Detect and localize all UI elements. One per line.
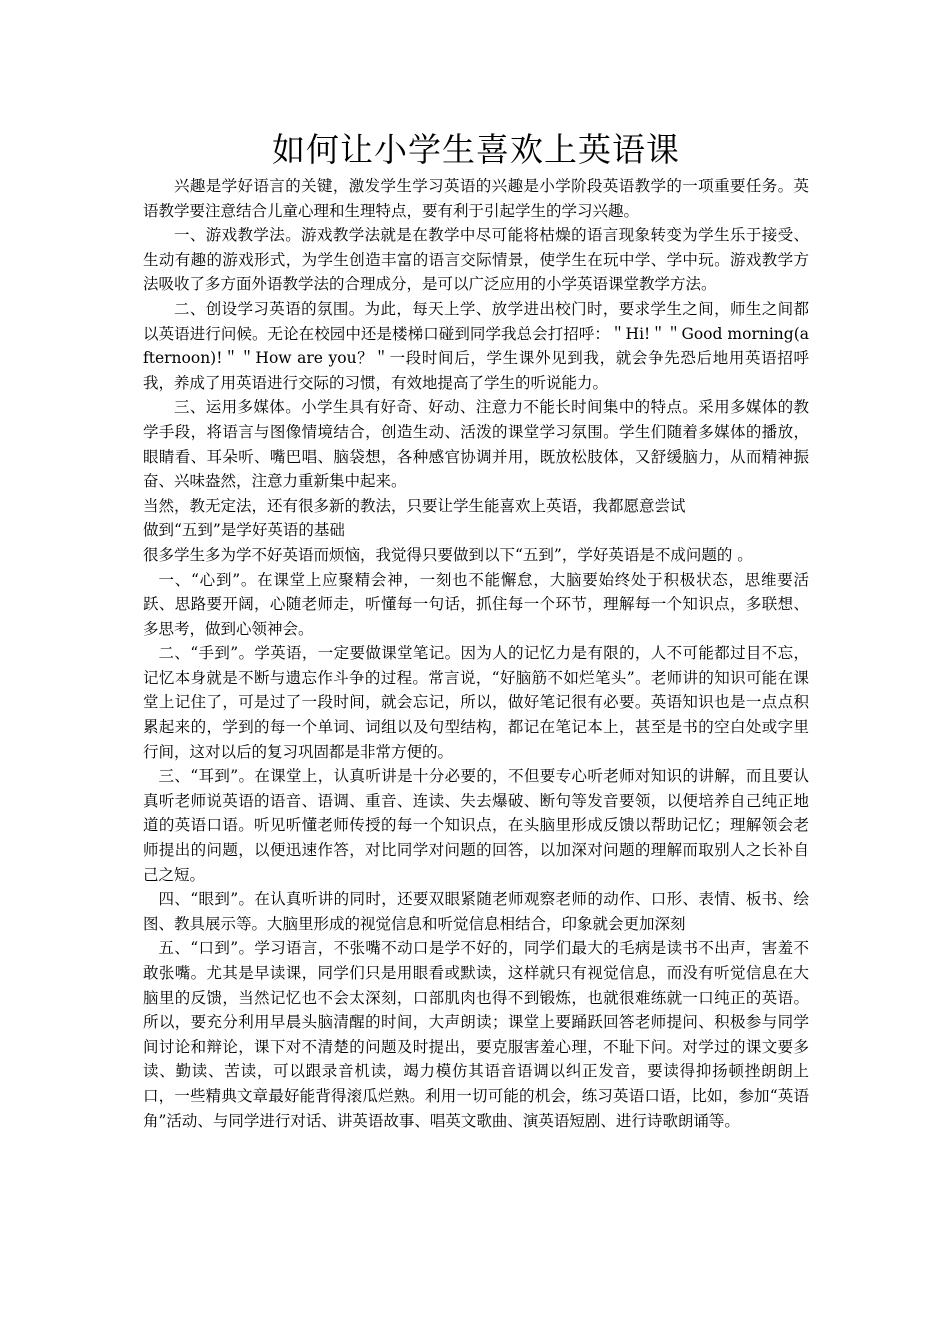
paragraph-eye: 四、“眼到”。在认真听讲的同时，还要双眼紧随老师观察老师的动作、口形、表情、板书、绘图、教具展示等。大脑里形成的视觉信息和听觉信息相结合，印象就会更加深刻 [143,890,809,933]
paragraph-ear: 三、“耳到”。在课堂上，认真听讲是十分必要的，不但要专心听老师对知识的讲解，而且要认真听老师说英语的语音、语调、重音、连读、失去爆破、断句等发音要领，以便培养自己纯正地道的英语口语。听见听懂老师传授的每一个知识点，在头脑里形成反馈以帮助记忆；理解领会老师提出的问题，以便迅速作答，对比同学对问题的回答，以加深对问题的理解而取别人之长补自己之短。 [143,767,809,884]
paragraph-mouth: 五、“口到”。学习语言，不张嘴不动口是学不好的，同学们最大的毛病是读书不出声，害羞不敢张嘴。尤其是早读课，同学们只是用眼看或默读，这样就只有视觉信息，而没有听觉信息在大脑里的反馈，当然记忆也不会太深刻，口部肌肉也得不到锻炼，也就很难练就一口纯正的英语。所以，要充分利用早晨头脑清醒的时间，大声朗读；课堂上要踊跃回答老师提问、积极参与同学间讨论和辩论，课下对不清楚的问题及时提出，要克服害羞心理，不耻下问。对学过的课文要多读、勤读、苦读，可以跟录音机读，竭力模仿其语音语调以纠正发音，要读得抑扬顿挫朗朗上口，一些精典文章最好能背得滚瓜烂熟。利用一切可能的机会，练习英语口语，比如，参加“英语角”活动、与同学进行对话、讲英语故事、唱英文歌曲、演英语短剧、进行诗歌朗诵等。 [143,939,809,1130]
paragraph-intro: 兴趣是学好语言的关键，激发学生学习英语的兴趣是小学阶段英语教学的一项重要任务。英语教学要注意结合儿童心理和生理特点，要有利于引起学生的学习兴趣。 [143,177,809,220]
paragraph-game-teaching: 一、游戏教学法。游戏教学法就是在教学中尽可能将枯燥的语言现象转变为学生乐于接受、生动有趣的游戏形式，为学生创造丰富的语言交际情景，使学生在玩中学、学中玩。游戏教学方法吸收了多方面外语教学法的合理成分，是可以广泛应用的小学英语课堂教学方法。 [143,226,809,294]
paragraph-five-points-intro: 很多学生多为学不好英语而烦恼，我觉得只要做到以下“五到”，学好英语是不成问题的 。 [143,545,753,564]
document-title: 如何让小学生喜欢上英语课 [272,130,680,169]
section-heading-five-points: 做到“五到”是学好英语的基础 [143,521,345,540]
document-page [143,128,809,1133]
paragraph-multimedia: 三、运用多媒体。小学生具有好奇、好动、注意力不能长时间集中的特点。采用多媒体的教学手段，将语言与图像情境结合，创造生动、活泼的课堂学习氛围。学生们随着多媒体的播放，眼睛看、耳朵听、嘴巴唱、脑袋想，各种感官协调并用，既放松肢体，又舒缓脑力，从而精神振奋、兴味盎然，注意力重新集中起来。 [143,398,809,491]
paragraph-conclusion: 当然，教无定法，还有很多新的教法，只要让学生能喜欢上英语，我都愿意尝试 [143,496,686,515]
paragraph-hand: 二、“手到”。学英语，一定要做课堂笔记。因为人的记忆力是有限的，人不可能都过目不忘，记忆本身就是不断与遗忘作斗争的过程。常言说，“好脑筋不如烂笔头”。老师讲的知识可能在课堂上记住了，可是过了一段时间，就会忘记，所以，做好笔记很有必要。英语知识也是一点点积累起来的，学到的每一个单词、词组以及句型结构，都记在笔记本上，甚至是书的空白处或字里行间，这对以后的复习巩固都是非常方便的。 [143,644,809,761]
paragraph-heart: 一、“心到”。在课堂上应聚精会神，一刻也不能懈怠，大脑要始终处于积极状态，思维要活跃、思路要开阔，心随老师走，听懂每一句话，抓住每一个环节，理解每一个知识点，多联想、多思考，做到心领神会。 [143,570,809,638]
paragraph-english-atmosphere: 二、创设学习英语的氛围。为此，每天上学、放学进出校门时，要求学生之间，师生之间都以英语进行问候。无论在校园中还是楼梯口碰到同学我总会打招呼：＂Hi!＂＂Good morning(afternoon)!＂＂How are you？＂一段时间后，学生课外见到我，就会争先恐后地用英语招呼我，养成了用英语进行交际的习惯，有效地提高了学生的听说能力。 [143,299,809,392]
